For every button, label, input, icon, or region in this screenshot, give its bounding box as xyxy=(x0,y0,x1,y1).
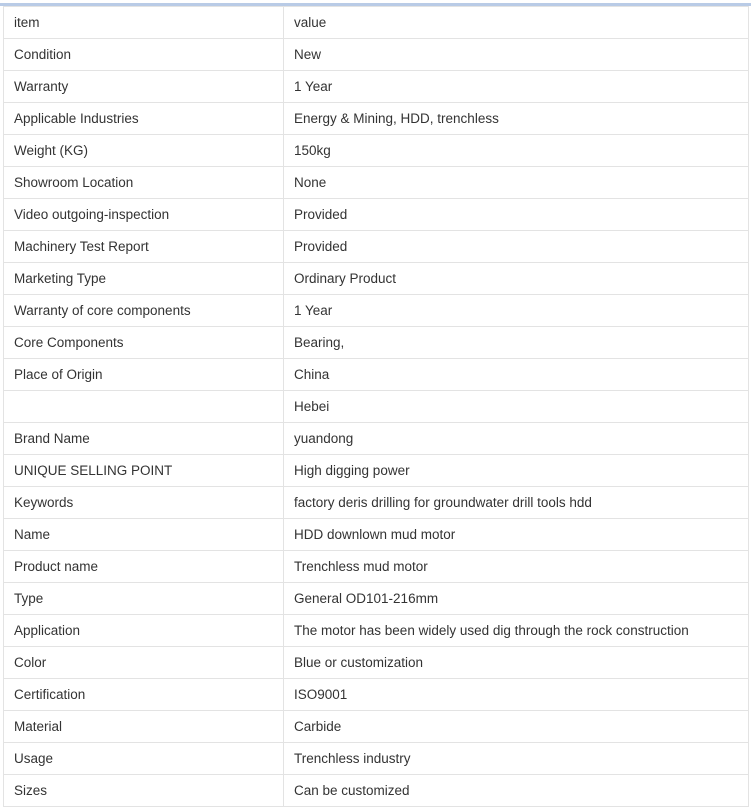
table-row xyxy=(4,199,749,231)
item-cell: Weight (KG) xyxy=(4,135,284,167)
table-row xyxy=(4,775,749,807)
item-cell: Keywords xyxy=(4,487,284,519)
item-cell: Machinery Test Report xyxy=(4,231,284,263)
item-cell: Place of Origin xyxy=(4,359,284,391)
item-cell: Warranty of core components xyxy=(4,295,284,327)
table-row xyxy=(4,103,749,135)
table-row xyxy=(4,423,749,455)
item-cell: Type xyxy=(4,583,284,615)
table-row xyxy=(4,295,749,327)
table-row xyxy=(4,647,749,679)
table-row xyxy=(4,167,749,199)
table-row xyxy=(4,39,749,71)
table-row xyxy=(4,327,749,359)
value-cell: Energy & Mining, HDD, trenchless xyxy=(284,103,749,135)
item-cell: Sizes xyxy=(4,775,284,807)
value-cell: Provided xyxy=(284,231,749,263)
item-cell: Name xyxy=(4,519,284,551)
item-cell: Color xyxy=(4,647,284,679)
value-cell: Trenchless mud motor xyxy=(284,551,749,583)
table-row xyxy=(4,615,749,647)
item-cell: Material xyxy=(4,711,284,743)
item-cell: Core Components xyxy=(4,327,284,359)
value-cell: ISO9001 xyxy=(284,679,749,711)
table-row xyxy=(4,231,749,263)
value-cell: 150kg xyxy=(284,135,749,167)
item-cell: Usage xyxy=(4,743,284,775)
spec-table xyxy=(3,6,749,807)
value-cell: Carbide xyxy=(284,711,749,743)
value-cell: 1 Year xyxy=(284,71,749,103)
value-cell: New xyxy=(284,39,749,71)
item-cell: Warranty xyxy=(4,71,284,103)
table-row xyxy=(4,71,749,103)
value-cell: Provided xyxy=(284,199,749,231)
value-cell: None xyxy=(284,167,749,199)
item-cell: Video outgoing-inspection xyxy=(4,199,284,231)
value-cell: Bearing, xyxy=(284,327,749,359)
value-cell: Ordinary Product xyxy=(284,263,749,295)
item-cell xyxy=(4,391,284,423)
table-row xyxy=(4,455,749,487)
value-cell: Can be customized xyxy=(284,775,749,807)
value-cell: HDD downlown mud motor xyxy=(284,519,749,551)
table-row xyxy=(4,487,749,519)
table-row xyxy=(4,135,749,167)
spec-table-body xyxy=(4,7,749,807)
item-cell: Condition xyxy=(4,39,284,71)
value-cell: Hebei xyxy=(284,391,749,423)
table-row xyxy=(4,519,749,551)
value-cell: High digging power xyxy=(284,455,749,487)
item-cell: Showroom Location xyxy=(4,167,284,199)
value-cell: 1 Year xyxy=(284,295,749,327)
value-cell: The motor has been widely used dig through the rock construction xyxy=(284,615,749,647)
item-cell: UNIQUE SELLING POINT xyxy=(4,455,284,487)
value-cell: General OD101-216mm xyxy=(284,583,749,615)
value-cell: Blue or customization xyxy=(284,647,749,679)
table-row xyxy=(4,359,749,391)
table-row xyxy=(4,711,749,743)
value-cell: factory deris drilling for groundwater drill tools hdd xyxy=(284,487,749,519)
table-row xyxy=(4,679,749,711)
header-item-cell: item xyxy=(4,7,284,39)
table-row xyxy=(4,263,749,295)
item-cell: Brand Name xyxy=(4,423,284,455)
header-value-cell: value xyxy=(284,7,749,39)
value-cell: China xyxy=(284,359,749,391)
table-header-row xyxy=(4,7,749,39)
table-row xyxy=(4,551,749,583)
table-row xyxy=(4,391,749,423)
table-row xyxy=(4,743,749,775)
item-cell: Certification xyxy=(4,679,284,711)
item-cell: Product name xyxy=(4,551,284,583)
item-cell: Application xyxy=(4,615,284,647)
item-cell: Marketing Type xyxy=(4,263,284,295)
table-row xyxy=(4,583,749,615)
value-cell: yuandong xyxy=(284,423,749,455)
value-cell: Trenchless industry xyxy=(284,743,749,775)
item-cell: Applicable Industries xyxy=(4,103,284,135)
